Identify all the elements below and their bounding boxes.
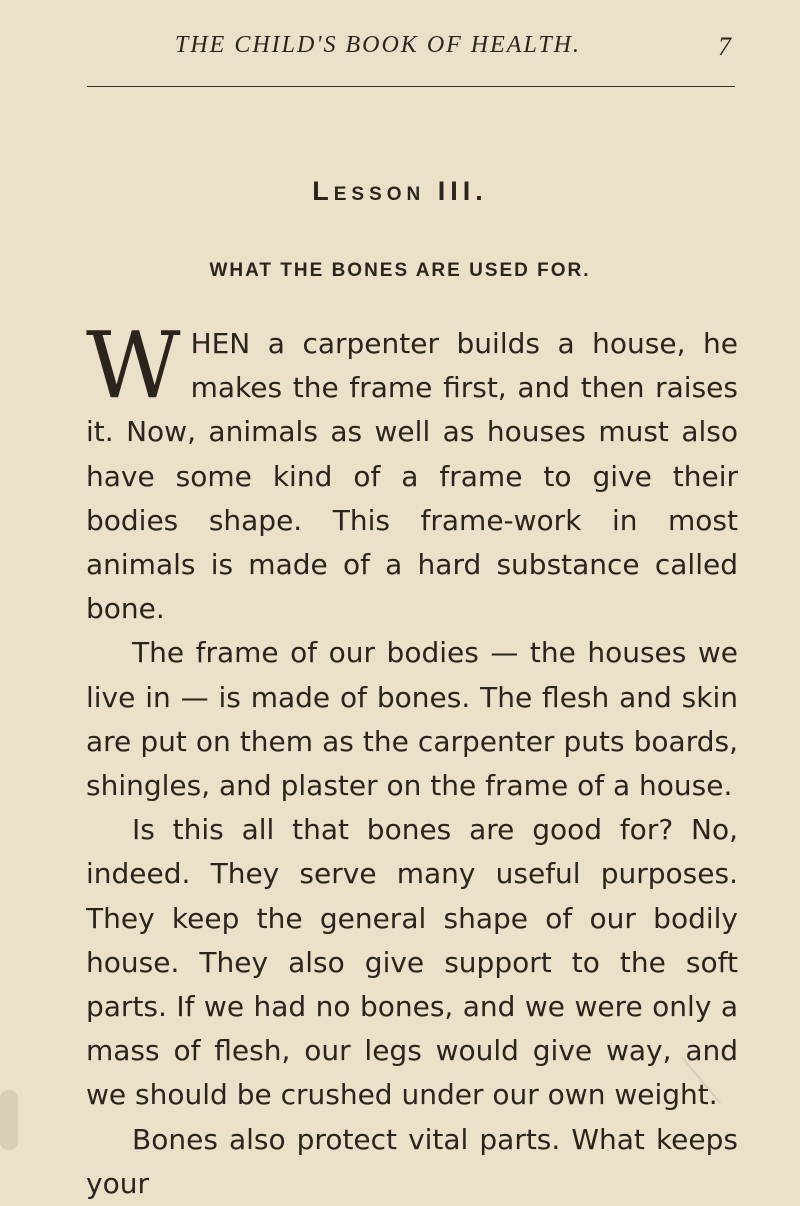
paragraph-3: Is this all that bones are good for? No, indeed. They serve many useful purposes. They keep the general shape of our bodily house. They also give support to the soft parts. If we had no bones, and we were only a mass of flesh, our legs would give way, and we should be crushed under our own weight. — [86, 813, 738, 1112]
paragraph-4: Bones also protect vital parts. What keeps your — [86, 1122, 738, 1200]
paper-stain — [0, 1090, 18, 1150]
lesson-title: Lesson III. — [312, 176, 488, 206]
lesson-subtitle: WHAT THE BONES ARE USED FOR. — [209, 260, 591, 281]
paragraph-1 — [86, 312, 738, 631]
body-text — [86, 312, 738, 1206]
paragraph-2: The frame of our bodies — the houses we live in — is made of bones. The flesh and skin are put on them as the carpenter puts boards, shingles, and plaster on the frame of a house. — [86, 636, 738, 803]
page-number: 7 — [718, 32, 731, 61]
drop-cap: W — [86, 312, 181, 419]
running-head — [175, 30, 735, 62]
running-title: THE CHILD'S BOOK OF HEALTH. — [175, 32, 582, 58]
paragraph-1-text: HEN a carpenter builds a house, he makes the frame first, and then raises it. Now, animals as well as houses must also have some kind of a frame to give their bodies shape. This frame-work in most animals is made of a hard substance called bone. — [86, 327, 738, 626]
header-rule — [87, 86, 735, 87]
